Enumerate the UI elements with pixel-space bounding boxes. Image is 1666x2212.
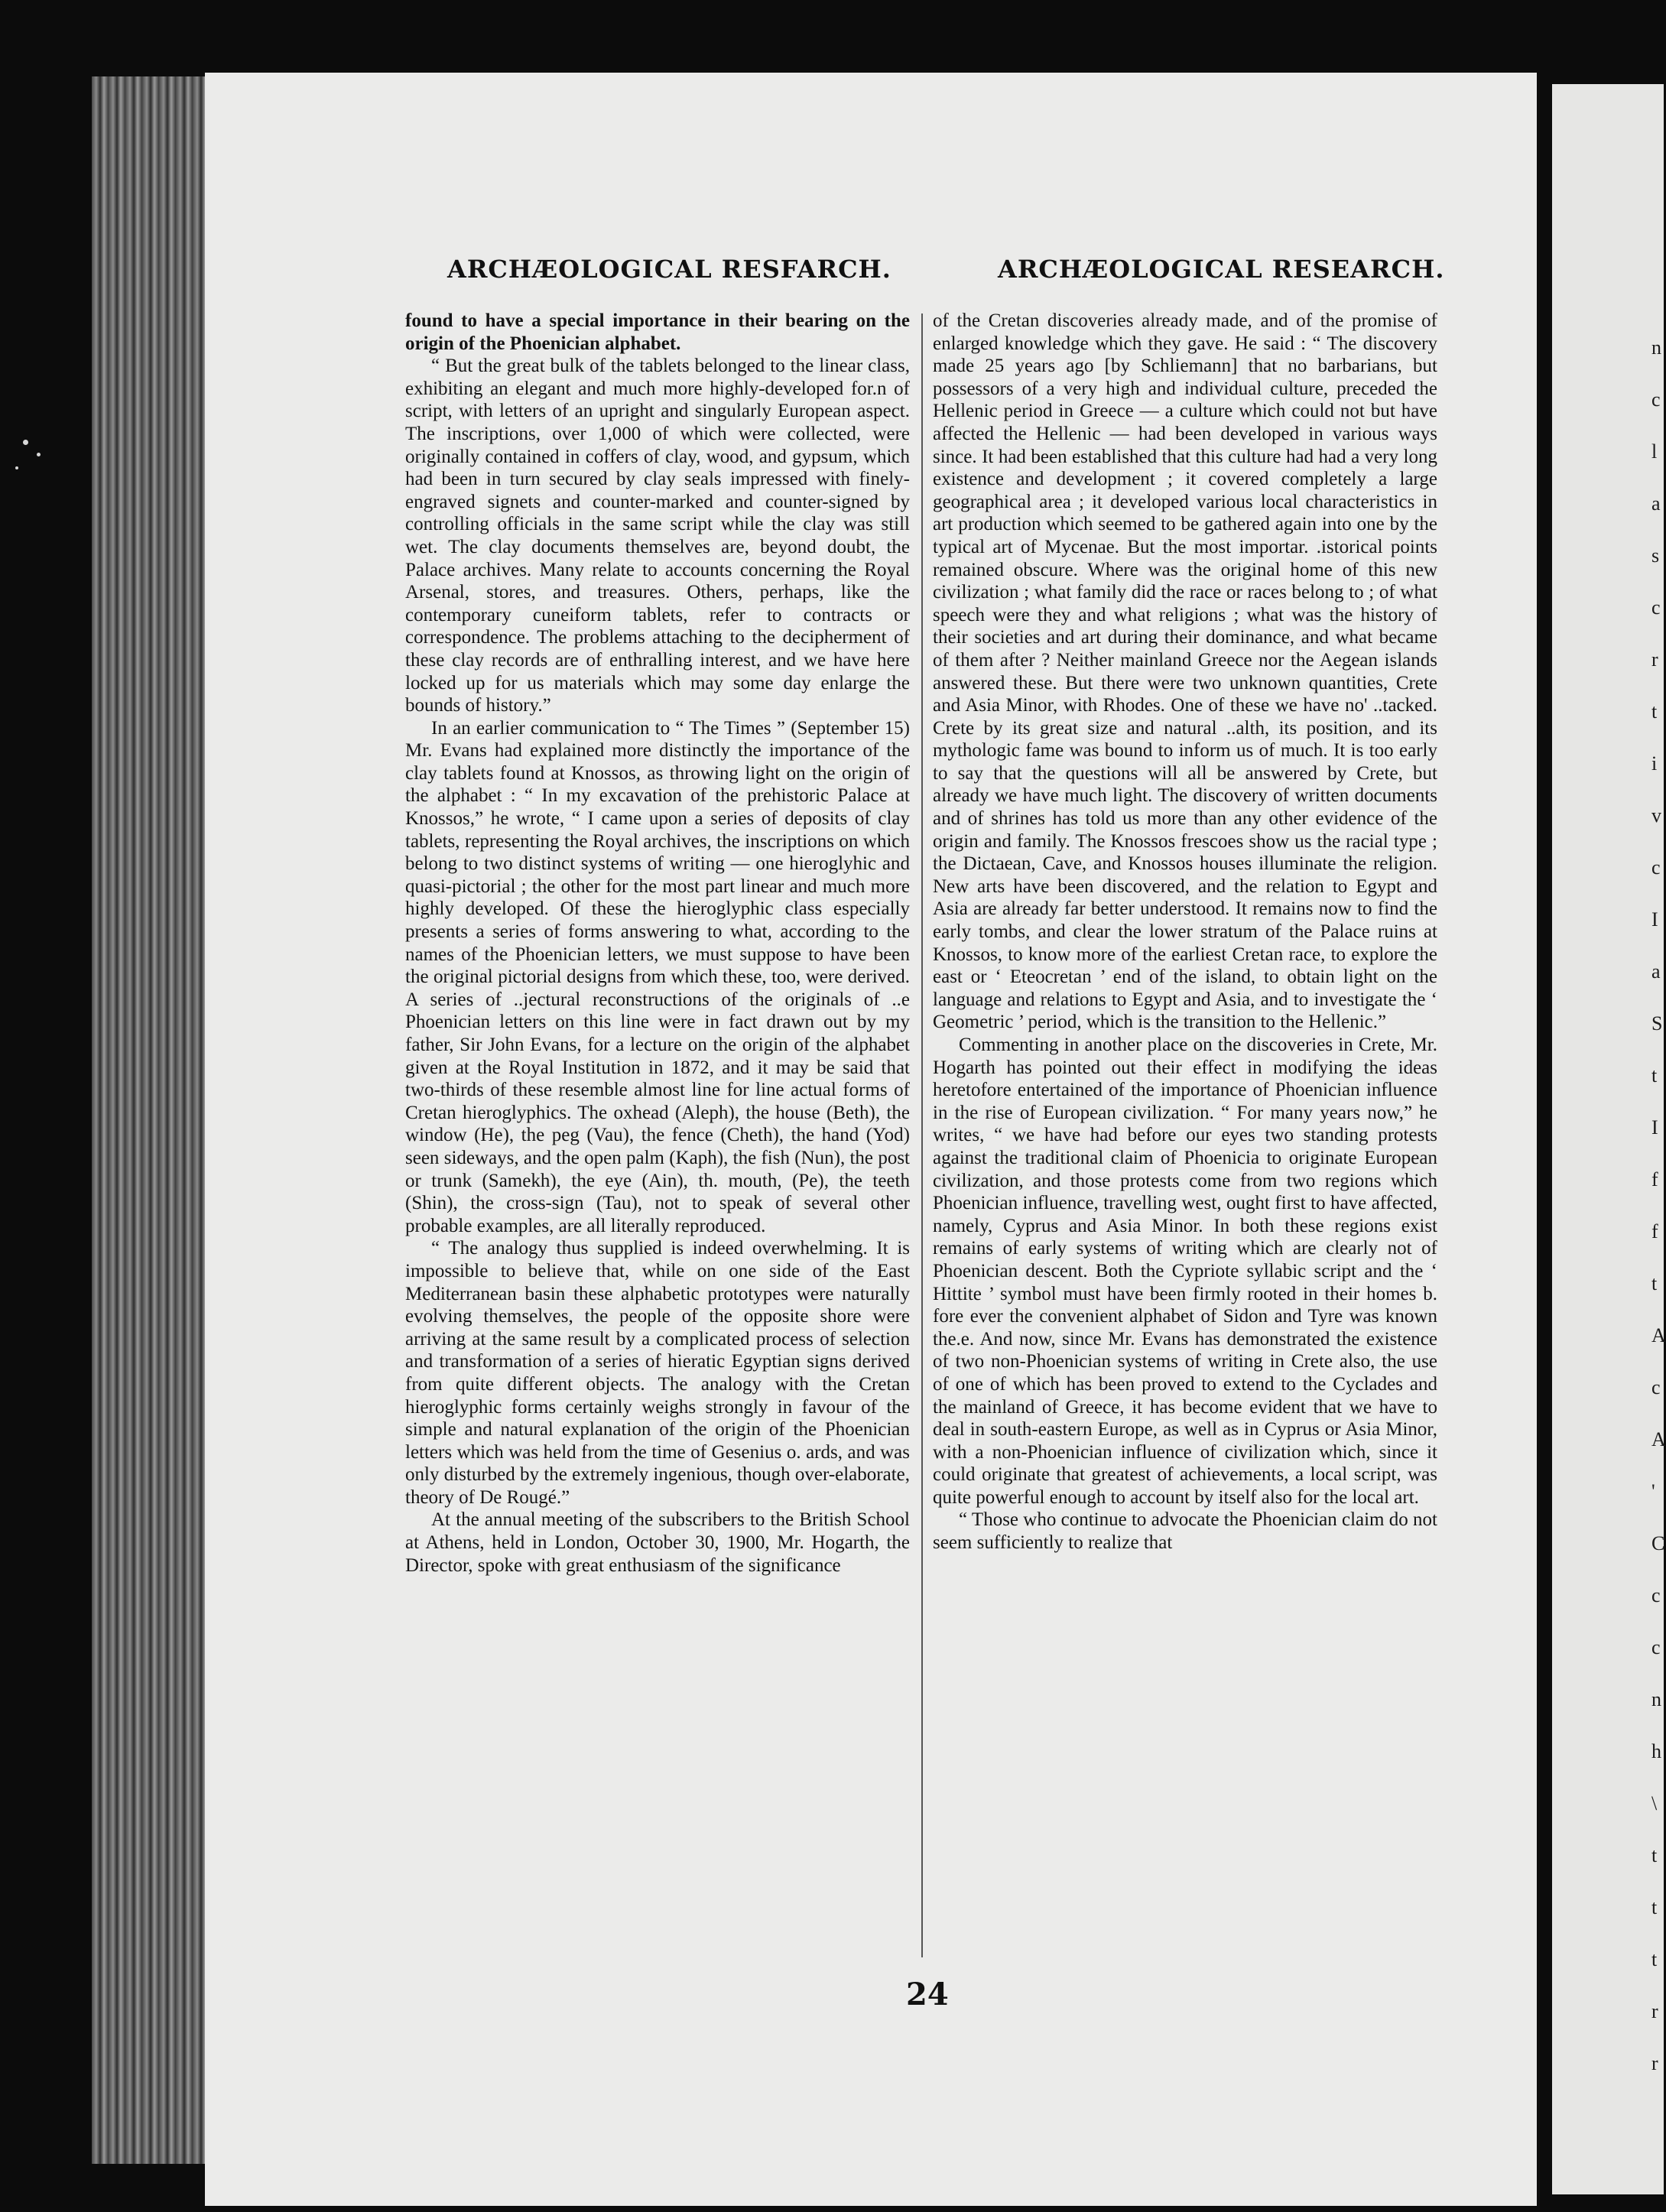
paragraph: In an earlier communication to “ The Times ” (September 15) Mr. Evans had explained more distinctly the importance of the clay tablets found at Knossos, as throwing light on the origin of the alphabet : “ In my excavation of the prehistoric Palace at Knossos,” he wrote, “ I came upon a series of deposits of clay tablets, representing the Royal archives, the inscriptions on which belong to two distinct systems of writing — one hieroglyhic and quasi-pictorial ; the other for the most part linear and much more highly developed. Of these the hieroglyphic class especially presents a series of forms answering to what, according to the names of the Phoenician letters, we must suppose to have been the original pictorial designs from which these, too, were derived. A series of ..jectural reconstructions of the originals of ..e Phoenician letters on this line were in fact drawn out by my father, Sir John Evans, for a lecture on the origin of the alphabet given at the Royal Institution in 1872, and it may be said that two-thirds of these resemble almost line for line actual forms of Cretan hieroglyphics. The oxhead (Aleph), the house (Beth), the window (He), the peg (Vau), the fence (Cheth), the hand (Yod) seen sideways, and the open palm (Kaph), the fish (Nun), the post or trunk (Samekh), the eye (Ain), th. mouth, (Pe), the teeth (Shin), the cross-sign (Tau), not to speak of several other probable examples, are all literally reproduced. (405, 717, 910, 1236)
book-page-edges (92, 76, 206, 2164)
next-page-fragment: c (1651, 1584, 1661, 1606)
running-head-left: ARCHÆOLOGICAL RESFARCH. (447, 255, 891, 284)
next-page-fragment: ' (1651, 1480, 1655, 1502)
running-head-right: ARCHÆOLOGICAL RESEARCH. (998, 255, 1445, 284)
next-page-fragment: c (1651, 596, 1661, 619)
next-page-fragment: A (1651, 1428, 1666, 1450)
column-divider (921, 313, 923, 1957)
next-page-fragment: a (1651, 960, 1661, 983)
next-page-fragment: v (1651, 804, 1661, 827)
next-page-fragment: t (1651, 1896, 1658, 1918)
next-page-fragment: r (1651, 648, 1658, 671)
next-page-fragment: s (1651, 544, 1660, 567)
next-page-fragment: n (1651, 1688, 1661, 1710)
next-page-fragment: h (1651, 1740, 1661, 1762)
next-page-fragment: \ (1651, 1792, 1658, 1814)
next-page-fragment: t (1651, 1272, 1658, 1294)
adjacent-page-edge (1552, 84, 1664, 2194)
scan-artifact (15, 466, 18, 469)
next-page-fragment: r (1651, 2000, 1658, 2022)
next-page-fragment: C (1651, 1532, 1665, 1554)
next-page-fragment: t (1651, 1064, 1658, 1087)
paragraph: “ Those who continue to advocate the Phoenician claim do not seem sufficiently to realize that (933, 1509, 1437, 1554)
paragraph: found to have a special importance in their bearing on the origin of the Phoenician alphabet. (405, 310, 910, 354)
next-page-fragment: c (1651, 1376, 1661, 1398)
next-page-fragment: l (1651, 440, 1658, 463)
next-page-fragment: S (1651, 1012, 1663, 1035)
next-page-fragment: t (1651, 700, 1658, 723)
next-page-fragment: n (1651, 336, 1661, 359)
next-page-fragment: f (1651, 1168, 1658, 1190)
scan-artifact (37, 453, 41, 456)
next-page-fragment: a (1651, 492, 1661, 515)
next-page-fragment: r (1651, 2052, 1658, 2074)
paragraph: Commenting in another place on the discoveries in Crete, Mr. Hogarth has pointed out their effect in modifying the ideas heretofore entertained of the importance of Phoenician influence in the rise of European civilization. “ For many years now,” he writes, “ we have had before our eyes two standing protests against the traditional claim of Phoenicia to originate European civilization, and those protests come from two regions which Phoenician influence, travelling west, ought first to have affected, namely, Cyprus and Asia Minor. In both these regions exist remains of early systems of writing which are clearly not of Phoenician descent. Both the Cypriote syllabic script and the ‘ Hittite ’ symbol must have been firmly rooted in their homes b. fore ever the convenient alphabet of Sidon and Tyre was known the.e. And now, since Mr. Evans has demonstrated the existence of two non-Phoenician systems of writing in Crete also, the use of one of which has been proved to extend to the Cyclades and the mainland of Greece, it has become evident that we have to deal in south-eastern Europe, as well as in Cyprus or Asia Minor, with a non-Phoenician influence of civilization which, since it could originate that greatest of achievements, a local script, was quite powerful enough to account by itself also for the local art. (933, 1035, 1437, 1508)
scan-artifact (23, 440, 28, 445)
paragraph: At the annual meeting of the subscribers to the British School at Athens, held in London, October 30, 1900, Mr. Hogarth, the Director, spoke with great enthusiasm of the significance (405, 1509, 910, 1576)
paragraph: “ The analogy thus supplied is indeed overwhelming. It is impossible to believe that, while on one side of the East Mediterranean basin these alphabetic prototypes were naturally evolving themselves, the people of the opposite shore were arriving at the same result by a complicated process of selection and transformation of a series of hieratic Egyptian signs derived from quite different objects. The analogy with the Cretan hieroglyphic forms certainly weighs strongly in favour of the simple and natural explanation of the origin of the Phoenician letters which was held from the time of Gesenius o. ards, and was only disturbed by the extremely ingenious, though over-elaborate, theory of De Rougé.” (405, 1238, 910, 1508)
next-page-fragment: I (1651, 1116, 1658, 1138)
next-page-fragment: t (1651, 1948, 1658, 1970)
next-page-fragment: c (1651, 388, 1661, 411)
paragraph: of the Cretan discoveries already made, and of the promise of enlarged knowledge which they gave. He said : “ The discovery made 25 years ago [by Schliemann] that no barbarians, but possessors of a very high and individual culture, preceded the Hellenic period in Greece — a culture which could not but have affected the Hellenic — had been developed in various ways since. It had been established that this culture had had a very long existence and development ; it covered completely a large geographical area ; it developed various local characteristics in art production which seemed to be gathered again into one by the typical art of Mycenae. But the most importar. .istorical points remained obscure. Where was the original home of this new civilization ; what family did the race or races belong to ; of what speech were they and what religions ; what was the history of their societies and art during their dominance, and what became of them after ? Neither mainland Greece nor the Aegean islands answered these. But there were two unknown quantities, Crete and Asia Minor, with Rhodes. One of these we have no' ..tacked. Crete by its great size and natural ..alth, its position, and its mythologic fame was bound to inform us of much. It is too early to say that the questions will all be answered by Crete, but already we have much light. The discovery of written documents and of shrines has told us more than any other evidence of the origin and family. The Knossos frescoes show us the racial type ; the Dictaean, Cave, and Knossos houses illuminate the religion. New arts have been discovered, and the relation to Egypt and Asia are already far better understood. It remains now to find the early tombs, and clear the lower stratum of the Palace ruins at Knossos, to know more of the earliest Cretan race, to explore the east or ‘ Eteocretan ’ end of the island, to obtain light on the language and relations to Egypt and Asia, and to investigate the ‘ Geometric ’ period, which is the transition to the Hellenic.” (933, 310, 1437, 1033)
next-page-fragment: i (1651, 752, 1658, 775)
next-page-fragment: f (1651, 1220, 1658, 1242)
paragraph: “ But the great bulk of the tablets belonged to the linear class, exhibiting an elegant and much more highly-developed for.n of script, with letters of an upright and singularly European aspect. The inscriptions, over 1,000 of which were collected, were originally contained in coffers of clay, wood, and gypsum, which had been in turn secured by clay seals impressed with finely-engraved signets and counter-marked and counter-signed by controlling officials in the same script while the clay was still wet. The clay documents themselves are, beyond doubt, the Palace archives. Many relate to accounts concerning the Royal Arsenal, stores, and treasures. Others, perhaps, like the contemporary cuneiform tablets, refer to contracts or correspondence. The problems attaching to the decipherment of these clay records are of enthralling interest, and we have here locked up for us materials which may some day enlarge the bounds of history.” (405, 356, 910, 716)
next-page-fragment: c (1651, 1636, 1661, 1658)
left-text-column (405, 310, 910, 1577)
right-text-column (933, 310, 1437, 1554)
next-page-fragment: A (1651, 1324, 1666, 1346)
next-page-fragment: I (1651, 908, 1658, 931)
next-page-fragment: c (1651, 856, 1661, 879)
next-page-fragment: t (1651, 1844, 1658, 1866)
page-number: 24 (906, 1977, 949, 2012)
